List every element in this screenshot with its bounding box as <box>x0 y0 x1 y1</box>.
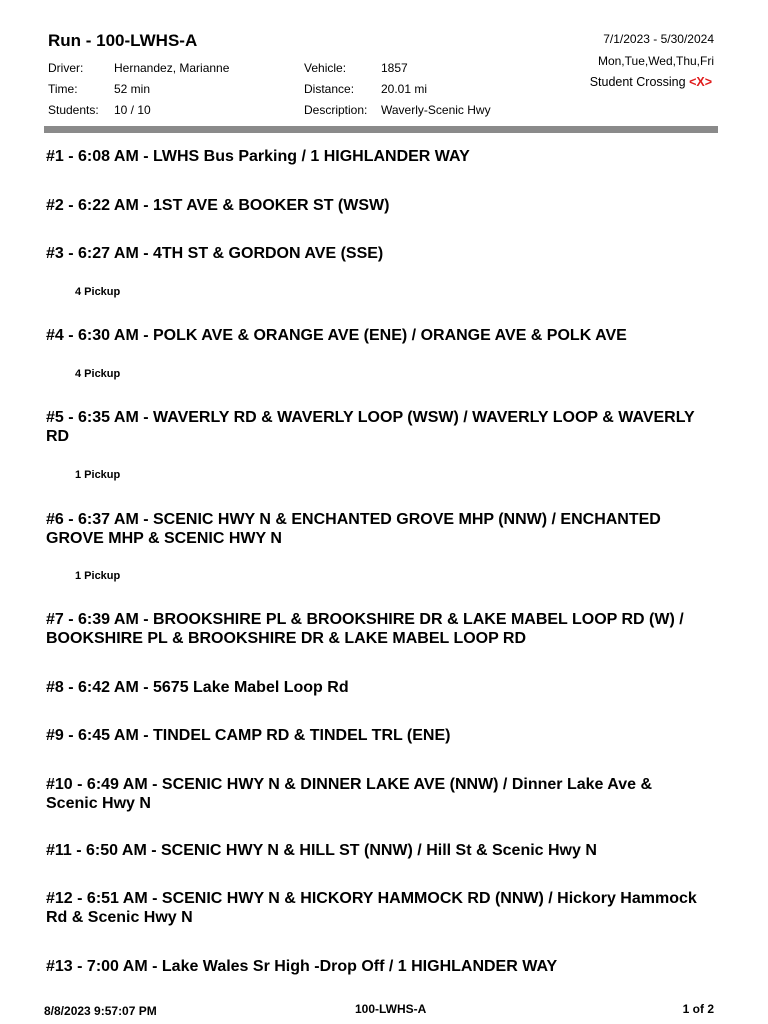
stop-9: #9 - 6:45 AM - TINDEL CAMP RD & TINDEL TRL (ENE) <box>46 727 451 744</box>
service-days: Mon,Tue,Wed,Thu,Fri <box>597 54 714 68</box>
print-timestamp: 8/8/2023 9:57:07 PM <box>44 1004 157 1018</box>
stop-4: #4 - 6:30 AM - POLK AVE & ORANGE AVE (ENE) / ORANGE AVE & POLK AVE <box>46 327 627 344</box>
vehicle-label: Vehicle: <box>304 61 347 75</box>
stop-3-pickup: 4 Pickup <box>75 286 121 298</box>
stop-6: #6 - 6:37 AM - SCENIC HWY N & ENCHANTED GROVE MHP (NNW) / ENCHANTED GROVE MHP & SCENIC HWY N <box>46 511 661 547</box>
description-label: Description: <box>304 103 368 117</box>
stop-5-pickup: 1 Pickup <box>75 469 121 481</box>
student-crossing-mark: <X> <box>689 75 712 89</box>
stop-3: #3 - 6:27 AM - 4TH ST & GORDON AVE (SSE) <box>46 245 384 262</box>
distance-value: 20.01 mi <box>381 82 428 96</box>
date-range: 7/1/2023 - 5/30/2024 <box>603 32 714 46</box>
stop-13: #13 - 7:00 AM - Lake Wales Sr High -Drop Off / 1 HIGHLANDER WAY <box>46 958 558 975</box>
students-label: Students: <box>48 103 99 117</box>
header-divider <box>44 126 718 133</box>
stop-5: #5 - 6:35 AM - WAVERLY RD & WAVERLY LOOP (WSW) / WAVERLY LOOP & WAVERLY RD <box>46 409 695 445</box>
stop-8: #8 - 6:42 AM - 5675 Lake Mabel Loop Rd <box>46 679 349 696</box>
footer-run-code: 100-LWHS-A <box>355 1002 427 1016</box>
stop-6-pickup: 1 Pickup <box>75 570 121 582</box>
description-value: Waverly-Scenic Hwy <box>381 103 491 117</box>
time-value: 52 min <box>114 82 151 96</box>
stop-4-pickup: 4 Pickup <box>75 368 121 380</box>
driver-label: Driver: <box>48 61 84 75</box>
student-crossing-label: Student Crossing <box>589 75 686 89</box>
stop-11: #11 - 6:50 AM - SCENIC HWY N & HILL ST (NNW) / Hill St & Scenic Hwy N <box>46 842 597 859</box>
stop-12: #12 - 6:51 AM - SCENIC HWY N & HICKORY HAMMOCK RD (NNW) / Hickory Hammock Rd & Scenic Hwy N <box>46 890 697 926</box>
run-title: Run - 100-LWHS-A <box>48 31 198 50</box>
stop-7: #7 - 6:39 AM - BROOKSHIRE PL & BROOKSHIRE DR & LAKE MABEL LOOP RD (W) / BOOKSHIRE PL & BROOKSHIRE DR & LAKE MABEL LOOP RD <box>46 611 684 647</box>
time-label: Time: <box>48 82 78 96</box>
page-number: 1 of 2 <box>682 1002 714 1016</box>
distance-label: Distance: <box>304 82 355 96</box>
stop-10: #10 - 6:49 AM - SCENIC HWY N & DINNER LAKE AVE (NNW) / Dinner Lake Ave & Scenic Hwy N <box>46 776 653 812</box>
students-value: 10 / 10 <box>114 103 151 117</box>
driver-value: Hernandez, Marianne <box>114 61 230 75</box>
student-crossing <box>590 75 712 89</box>
vehicle-value: 1857 <box>381 61 408 75</box>
stop-2: #2 - 6:22 AM - 1ST AVE & BOOKER ST (WSW) <box>46 197 390 214</box>
stop-1: #1 - 6:08 AM - LWHS Bus Parking / 1 HIGHLANDER WAY <box>46 148 470 165</box>
